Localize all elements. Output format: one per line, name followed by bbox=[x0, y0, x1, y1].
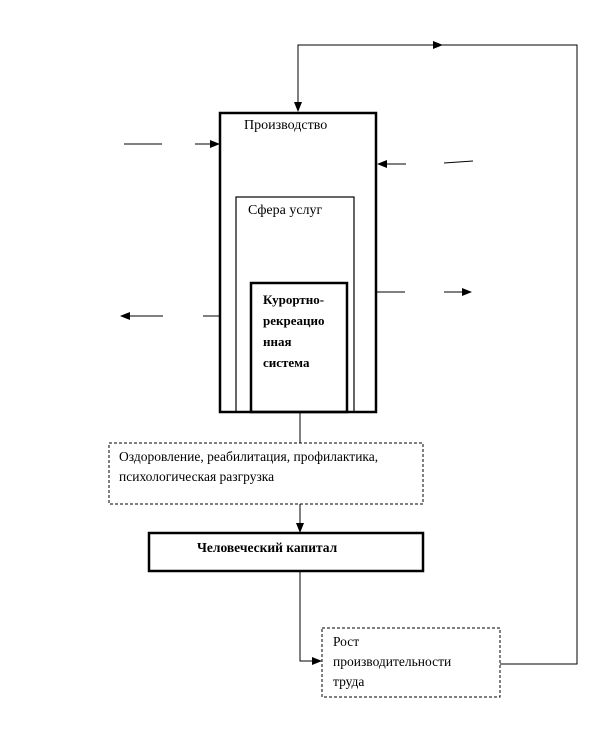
health-label bbox=[119, 447, 419, 487]
growth-label-line-1: Рост bbox=[333, 634, 360, 649]
human-capital-label: Человеческий капитал bbox=[197, 540, 338, 555]
services-label: Сфера услуг bbox=[248, 203, 323, 218]
growth-label-line-2: производительности bbox=[333, 654, 452, 669]
resort-label-line-2: рекреацио bbox=[263, 313, 325, 328]
resort-label-line-3: нная bbox=[263, 334, 292, 349]
resort-system-label bbox=[263, 289, 345, 373]
resort-label-line-4: система bbox=[263, 355, 310, 370]
growth-label bbox=[333, 632, 493, 692]
production-label: Производство bbox=[244, 118, 328, 133]
growth-label-line-3: труда bbox=[333, 674, 365, 689]
health-label-line-1: Оздоровление, реабилитация, профилактика, bbox=[119, 449, 379, 464]
right-input-line bbox=[444, 161, 473, 163]
health-label-line-2: психологическая разгрузка bbox=[119, 469, 275, 484]
resort-label-line-1: Курортно- bbox=[263, 292, 325, 307]
capital-to-growth-arrow bbox=[300, 572, 321, 661]
